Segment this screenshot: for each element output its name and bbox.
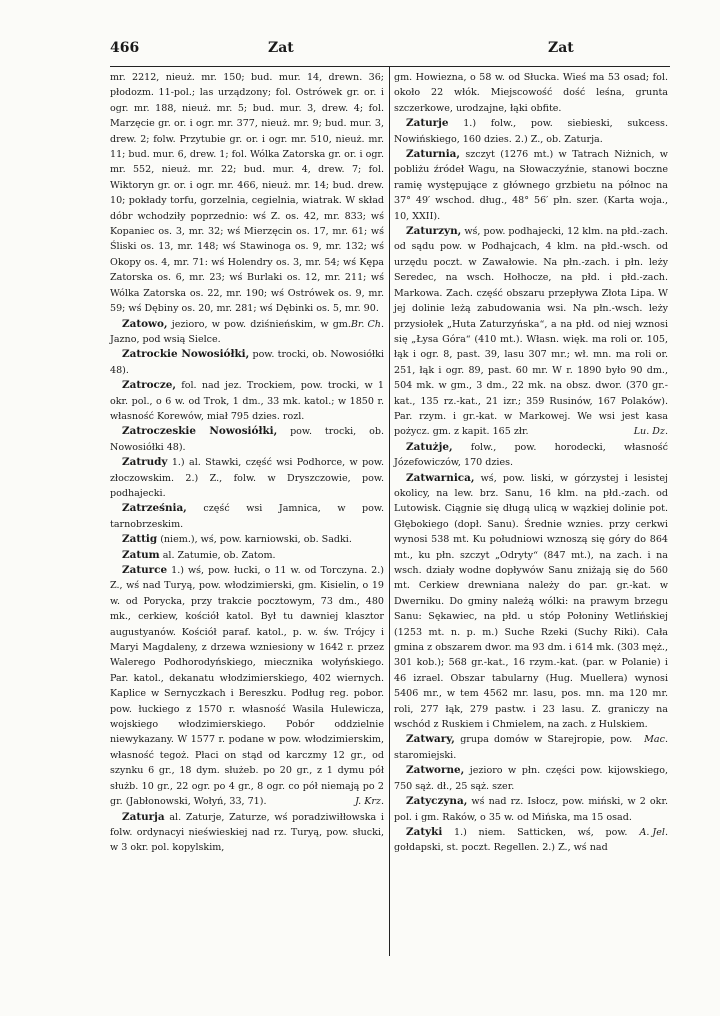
entry-headword: Zaturzyn,: [406, 225, 462, 238]
entry-text: 1.) wś, pow. łucki, o 11 w. od Torczyna. 2.) Z., wś nad Turyą, pow. włodzimierski, gm. Kisielin, o 19 w. od Porycka, przy trakcie pocztowym, 73 dm., 480 mk., cerkiew, kościół katol. Był tu dawniej klasztor augustyanów. Kościół paraf. katol., p. w. św. Trójcy i Maryi Magdaleny, z drzewa wzniesiony w 1642 r. przez Walerego Podhorodyńskiego, miecznika wołyńskiego. Par. katol., dekanatu włodzimierskiego, 402 wiernych. Kaplice w Sernyczkach i Bereszku. Podług reg. pobor. pow. łuckiego z 1570 r. własność Wasila Hulewicza, wojskiego włodzimierskiego. Pobór oddzielnie niewykazany. W 1577 r. podane w pow. włodzimierskim, własność tegoż. Płaci on stąd od karczmy 12 gr., od szynku 6 gr., 18 dym. służeb. po 20 gr., z 1 dymu pół służb. 10 gr., 22 ogr. po 4 gr., 8 ogr. co pół niemają po 2 gr. (Jabłonowski, Wołyń, 33, 71).: [110, 565, 384, 808]
entry-headword: Zatroczeskie Nowosiółki,: [122, 425, 278, 438]
dictionary-entry: [394, 825, 668, 856]
author-signature: Br. Ch.: [350, 318, 384, 330]
entry-headword: Zatyczyna,: [406, 795, 468, 808]
column-divider: [389, 66, 390, 956]
entry-text: folw., pow. horodecki, własność Józefowiczów, 170 dzies.: [394, 441, 668, 469]
entry-text: al. Zatumie, ob. Zatom.: [162, 549, 276, 561]
right-column: [394, 70, 668, 856]
entry-text: wś, pow. liski, w górzystej i lesistej okolicy, na lew. brz. Sanu, 16 klm. na płd.-zach. od Lutowisk. Ciągnie się długą ulicą w wązkiej dolinie pot. Głębokiego (dopł. Sanu). Średnie wznies. przy cerkwi wynosi 538 mt. Ku południowi wznoszą się góry do 864 mt., ku płn. szczyt „Odryty“ (847 mt.), na zach. i na wsch. działy wodne dopływów Sanu zniżają się do 560 mt. Cerkiew drewniana należy do par. gr.-kat. w Dwerniku. Do gminy należą wólki: na prawym brzegu Sanu: Sękawiec, na płd. u stóp Połoniny Wetlińskiej (1253 mt. n. p. m.) Suche Rzeki (Suchy Riki). Cała gmina z obszarem dwor. ma 93 dm. i 614 mk. (303 męż., 301 kob.); 568 gr.-kat., 16 rzym.-kat. (par. w Polanie) i 46 izrael. Obszar tabularny (Hug. Muellera) wynosi 5406 mr., w tem 4562 mr. lasu, pos. mn. ma 120 mr. roli, 277 łąk, 279 pastw. i 23 lasu. Z. graniczy na wschód z Ruskiem i Chmielem, na zach. z Hulskiem.: [394, 472, 668, 731]
author-signature: A. Jel.: [639, 826, 668, 838]
entry-headword: Zatrudy: [122, 456, 168, 469]
dictionary-entry: [110, 532, 384, 547]
dictionary-entry: [110, 563, 384, 810]
entry-text: wś nad rz. Isłocz, pow. miński, w 2 okr. pol. i gm. Raków, o 35 w. od Mińska, ma 15 osad.: [394, 796, 668, 823]
entry-text: część wsi Jamnica, w pow. tarnobrzeskim.: [110, 503, 384, 530]
entry-text: szczyt (1276 mt.) w Tatrach Niżnich, w pobliżu źródeł Wagu, na Słowaczyźnie, stanowi boczne ramię występujące z głównego grzbietu na północ na 37° 49′ wschod. dług., 48° 56′ płn. szer. (Karta woja., 10, XXII).: [394, 149, 668, 222]
entry-headword: Zatyki: [406, 825, 443, 838]
dictionary-entry: [110, 455, 384, 501]
entry-headword: Zatwary,: [406, 733, 455, 746]
entry-text: 1.) al. Stawki, część wsi Podhorce, w pow. złoczowskim. 2.) Z., folw. w Dryszczowie, pow. podhajecki.: [110, 457, 384, 499]
author-signature: J. Krz.: [355, 796, 384, 808]
entry-headword: Zatużje,: [406, 440, 453, 453]
entry-headword: Zatrockie Nowosiółki,: [122, 348, 250, 361]
entry-headword: Zatwarnica,: [406, 471, 475, 484]
author-signature: Lu. Dz.: [633, 426, 668, 438]
entry-text: fol. nad jez. Trockiem, pow. trocki, w 1 okr. pol., o 6 w. od Trok, 1 dm., 33 mk. katol.; w 1850 r. własność Korewów, miał 795 dzies. rozl.: [110, 380, 384, 422]
entry-text: 1.) niem. Satticken, wś, pow. gołdapski, st. poczt. Regellen. 2.) Z., wś nad: [394, 826, 628, 854]
entry-headword: Zaturje: [406, 117, 449, 130]
dictionary-entry: [394, 116, 668, 147]
entry-headword: Zatrocze,: [122, 379, 176, 392]
author-signature: Mac.: [644, 734, 668, 746]
dictionary-entry: [394, 440, 668, 471]
entry-text: al. Zaturje, Zaturze, wś poradziwiłłowska i folw. ordynacyi nieświeskiej nad rz. Turyą, pow. słucki, w 3 okr. pol. kopylskim,: [110, 811, 384, 854]
entry-headword: Zatum: [122, 548, 160, 561]
dictionary-entry: [110, 548, 384, 563]
dictionary-entry: [110, 317, 384, 348]
dictionary-entry: [110, 501, 384, 532]
entry-headword: Zaturnia,: [406, 148, 460, 161]
dictionary-entry: [110, 378, 384, 424]
entry-headword: Zatrześnia,: [122, 502, 187, 515]
entry-headword: Zattig: [122, 533, 158, 546]
entry-text: (niem.), wś, pow. karniowski, ob. Sadki.: [160, 534, 352, 546]
dictionary-entry: [110, 347, 384, 378]
entry-text: grupa domów w Starejropie, pow. staromiejski.: [394, 734, 633, 761]
entry-text: gm. Howiezna, o 58 w. od Słucka. Wieś ma 53 osad; fol. około 22 włók. Miejscowość dość leśna, grunta szczerkowe, urodzajne, łąki obfite.: [394, 72, 668, 114]
entry-text: 1.) folw., pow. siebieski, sukcess. Nowińskiego, 160 dzies. 2.) Z., ob. Zaturja.: [394, 118, 668, 145]
dictionary-entry: [394, 732, 668, 763]
entry-headword: Zaturja: [122, 810, 165, 823]
dictionary-entry: [394, 224, 668, 440]
page-number: 466: [110, 40, 140, 56]
dictionary-entry: [110, 810, 384, 856]
dictionary-entry: [394, 147, 668, 224]
entry-headword: Zatowo,: [122, 317, 168, 330]
entry-text: mr. 2212, nieuż. mr. 150; bud. mur. 14, drewn. 36; płodozm. 11-pol.; las urządzony; fol. Ostrówek gr. or. i ogr. mr. 188, nieuż. mr. 5; bud. mur. 3, drew. 4; fol. Marzęcie gr. or. i ogr. mr. 377, nieuż. mr. 9; bud. mur. 3, drew. 2; folw. Przytubie gr. or. i ogr. mr. 510, nieuż. mr. 11; bud. mur. 6, drew. 1; fol. Wólka Zatorska gr. or. i ogr. mr. 552, nieuż. mr. 22; bud. mur. 4, drew. 7; fol. Wiktoryn gr. or. i ogr. mr. 466, nieuż. mr. 14; bud. drew. 10; pokłady torfu, gorzelnia, cegielnia, wiatrak. W skład dóbr wchodziły poprzednio: wś Z. os. 42, mr. 833; wś Kopaniec os. 3, mr. 32; wś Mierzęcin os. 17, mr. 61; wś Śliski os. 13, mr. 148; wś Stawinoga os. 9, mr. 132; wś Okopy os. 4, mr. 71: wś Holendry os. 3, mr. 54; wś Kępa Zatorska os. 6, mr. 23; wś Burlaki os. 12, mr. 211; wś Wólka Zatorska os. 22, mr. 190; wś Ostrówek os. 9, mr. 59; wś Dębiny os. 20, mr. 281; wś Dębinki os. 5, mr. 90.: [110, 72, 384, 315]
running-head-left: Zat: [268, 40, 294, 56]
header-rule: [110, 66, 670, 67]
dictionary-entry: [394, 70, 668, 116]
entry-text: pow. trocki, ob. Nowosiółki 48).: [110, 426, 384, 453]
entry-text: wś, pow. podhajecki, 12 klm. na płd.-zach. od sądu pow. w Podhajcach, 4 klm. na płd.-wsch. od urzędu poczt. w Zawałowie. Na płn.-zach. i płn. leży Seredec, na wsch. Hołhocze, na płd. i płd.-zach. Markowa. Zach. część obszaru przepływa Złota Lipa. W jej dolinie leżą zabudowania wsi. Na płn.-wsch. leży przysiołek „Huta Zaturzyńska“, a na płd. od niej wznosi się „Łysa Góra“ (410 mt.). Własn. więk. ma roli or. 105, łąk i ogr. 8, past. 39, lasu 307 mr.; wł. mn. ma roli or. 251, łąk i ogr. 89, past. 60 mr. W r. 1890 było 90 dm., 504 mk. w gm., 3 dm., 22 mk. na obsz. dwor. (370 gr.-kat., 135 rz.-kat., 21 izr.; 359 Rusinów, 167 Polaków). Par. rzym. i gr.-kat. w Markowej. We wsi jest kasa pożycz. gm. z kapit. 165 złr.: [394, 226, 668, 438]
dictionary-entry: [394, 763, 668, 794]
left-column: [110, 70, 384, 856]
entry-headword: Zaturce: [122, 564, 168, 576]
entry-text: jezioro, w pow. dziśnieńskim, w gm. Jazno, pod wsią Sielce.: [110, 318, 351, 345]
entry-text: pow. trocki, ob. Nowosiółki 48).: [110, 349, 384, 376]
dictionary-entry: [110, 424, 384, 455]
entry-text: jezioro w płn. części pow. kijowskiego, 750 sąż. dł., 25 sąż. szer.: [394, 765, 668, 792]
running-head-right: Zat: [548, 40, 574, 56]
entry-headword: Zatworne,: [406, 764, 465, 777]
